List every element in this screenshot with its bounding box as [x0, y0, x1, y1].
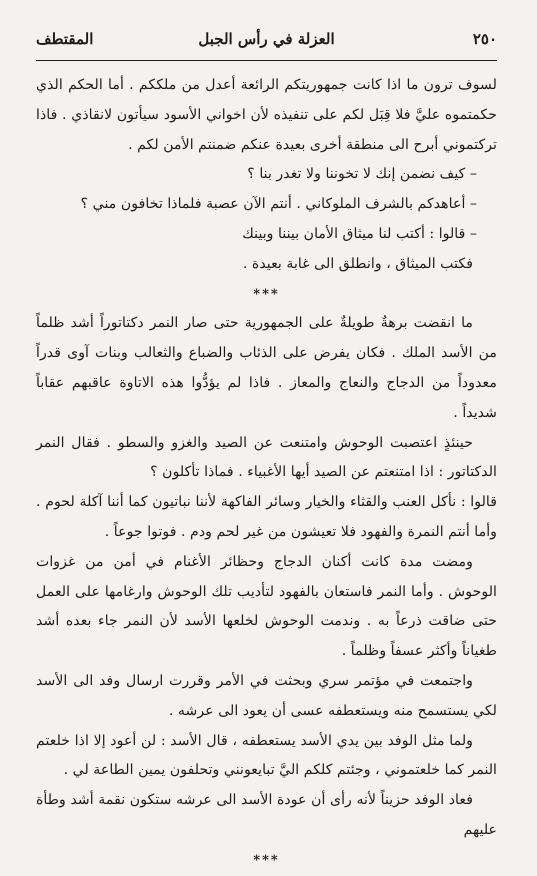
page-header: [36, 30, 497, 61]
paragraph: ومضت مدة كانت أكنان الدجاج وحظائر الأغنام في أمن من غزوات الوحوش . وأما النمر فاستعان بالفهود لتأديب تلك الوحوش وارغامها على العمل حتى ضاقت ذرعاً به . وندمت الوحوش لخلعها الأسد لأن النمر جاء بعده أشد طغياناً وأكثر عسفاً وظلماً .: [36, 553, 497, 660]
paragraph: فكتب الميثاق ، وانطلق الى غابة بعيدة .: [242, 255, 473, 272]
dialogue-line: – قالوا : أكتب لنا ميثاق الأمان بيننا وبينك: [242, 225, 477, 242]
paragraph: قالوا : نأكل العنب والقثاء والخيار وسائر الفاكهة لأننا نباتيون كما أننا آكلة لحوم . وأما أنتم النمرة والفهود فلا تعيشون من غير لحم ودم . فوتوا جوعاً .: [36, 494, 497, 540]
paragraph: فعاد الوفد حزيناً لأنه رأى أن عودة الأسد الى عرشه ستكون نقمة أشد وطأة عليهم: [36, 792, 497, 838]
paragraph: ولما مثل الوفد بين يدي الأسد يستعطفه ، قال الأسد : لن أعود إلا اذا خلعتم النمر كما خلعتموني ، وجئتم كلكم اليَّ تبايعونني وتحلفون يمين الطاعة لي .: [36, 732, 497, 779]
paragraph: لسوف ترون ما اذا كانت جمهوريتكم الرائعة أعدل من ملككم . أما الحكم الذي حكمتموه عليَّ فلا قِبَل لكم على تنفيذه لأن اخواني الأسود سيأتون لانقاذي . فاذا تركتموني أبرح الى منطقة أخرى بعيدة عنكم ضمنتم الأمن لكم .: [36, 77, 497, 153]
paragraph: حينئذٍ اعتصبت الوحوش وامتنعت عن الصيد والغزو والسطو . فقال النمر الدكتاتور : اذا امتنعتم عن الصيد أيها الأغبياء . فماذا تأكلون ؟: [36, 434, 497, 481]
section-divider: ***: [253, 852, 280, 868]
section-divider: ***: [253, 286, 280, 302]
chapter-title: العزلة في رأس الجبل: [198, 30, 335, 48]
page-body: [36, 71, 497, 876]
dialogue-line: – أعاهدكم بالشرف الملوكاني . أنتم الآن عصبة فلماذا تخافون مني ؟: [80, 196, 477, 213]
paragraph: ما انقضت برهةٌ طويلةٌ على الجمهورية حتى صار النمر دكتاتوراً أشد ظلماً من الأسد الملك . فكان يفرض على الذئاب والضباع والثعالب وبنات آوى قدراً معدوداً من الدجاج والنعاج والمعاز . فاذا لم يؤدُّوا هذه الاتاوة عاقبهم عقاباً شديداً .: [36, 315, 497, 421]
page-number: ٢٥٠: [472, 30, 497, 48]
magazine-name: المقتطف: [36, 30, 94, 48]
dialogue-line: – كيف نضمن إنك لا تخوننا ولا تغدر بنا ؟: [247, 166, 477, 183]
paragraph: واجتمعت في مؤتمر سري وبحثت في الأمر وقررت ارسال وفد الى الأسد لكي يستسمح منه ويستعطفه عسى أن يعود الى عرشه .: [36, 672, 497, 719]
